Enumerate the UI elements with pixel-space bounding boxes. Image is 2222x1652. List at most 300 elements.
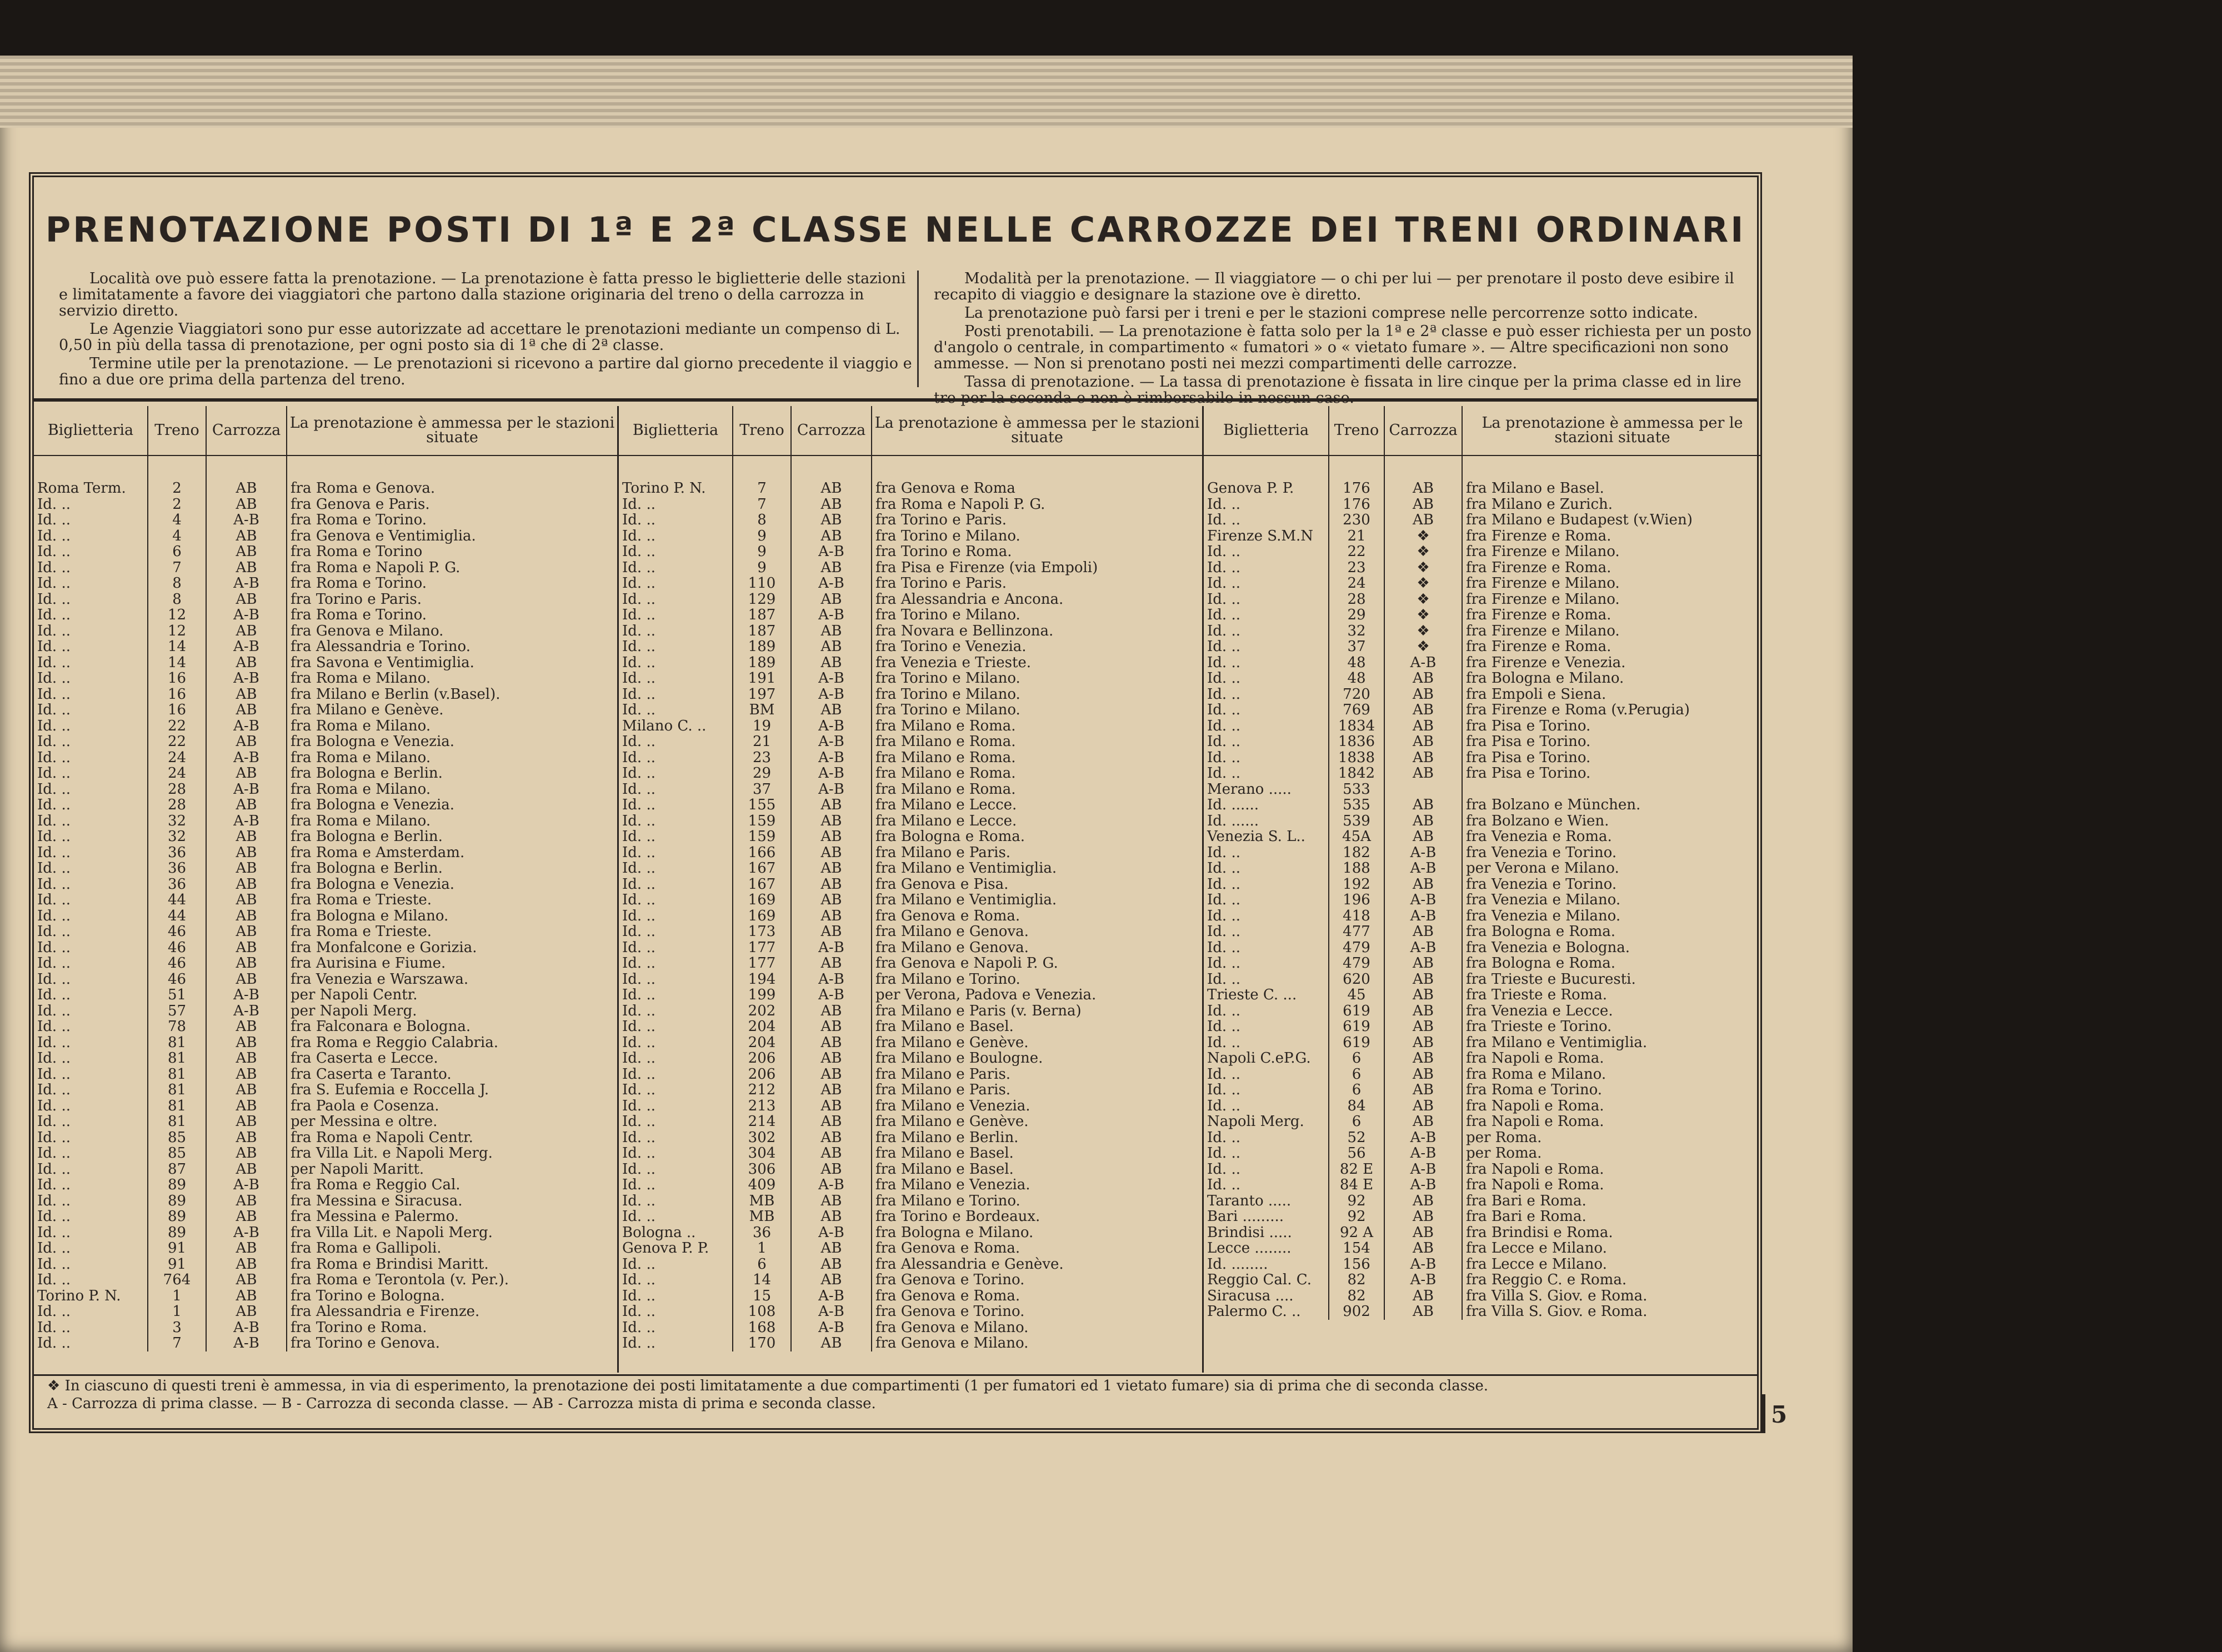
cell-biglietteria: Id. .. <box>1204 544 1329 560</box>
cell-destinazione: fra Genova e Milano. <box>291 622 444 639</box>
cell-treno: 3 <box>148 1320 206 1336</box>
cell-carrozza: AB <box>1384 687 1462 703</box>
cell-destinazione: fra Bolzano e München. <box>1466 797 1641 814</box>
cell-destinazione: per Napoli Centr. <box>291 987 418 1004</box>
cell-biglietteria: Id. .. <box>619 750 733 766</box>
cell-destinazione: fra Roma e Reggio Cal. <box>291 1177 461 1194</box>
cell-treno: 110 <box>733 575 791 592</box>
cell-biglietteria: Id. .. <box>1204 940 1329 956</box>
cell-carrozza: A-B <box>791 1288 872 1304</box>
cell-treno: 51 <box>148 987 206 1003</box>
cell-carrozza: AB <box>206 655 287 671</box>
cell-carrozza: A-B <box>791 1225 872 1241</box>
cell-biglietteria: Palermo C. .. <box>1204 1304 1329 1320</box>
cell-treno: 177 <box>733 940 791 956</box>
cell-destinazione: fra Firenze e Venezia. <box>1466 654 1626 671</box>
cell-biglietteria: Id. .. <box>1204 972 1329 988</box>
cell-carrozza: AB <box>206 1082 287 1098</box>
cell-destinazione: fra Venezia e Warszawa. <box>291 970 469 988</box>
cell-destinazione: fra Milano e Roma. <box>875 765 1016 782</box>
cell-treno: 1836 <box>1329 734 1384 750</box>
cell-biglietteria: Napoli C.eP.G. <box>1204 1050 1329 1067</box>
cell-biglietteria: Bari ......... <box>1204 1209 1329 1225</box>
cell-biglietteria: Id. .. <box>619 592 733 608</box>
cell-destinazione: fra Villa Lit. e Napoli Merg. <box>291 1145 493 1162</box>
cell-biglietteria: Id. .. <box>34 1019 148 1035</box>
cell-destinazione: fra Milano e Ventimiglia. <box>875 860 1057 877</box>
table-row <box>619 528 1202 544</box>
cell-destinazione: fra Torino e Roma. <box>291 1319 427 1336</box>
cell-treno: 155 <box>733 797 791 813</box>
cell-treno: 1838 <box>1329 750 1384 766</box>
table-row <box>34 1335 617 1351</box>
cell-carrozza: AB <box>1384 670 1462 687</box>
cell-destinazione: fra Torino e Genova. <box>291 1335 440 1352</box>
cell-carrozza: A-B <box>1384 1162 1462 1178</box>
cell-destinazione: fra Bolzano e Wien. <box>1466 812 1609 829</box>
cell-biglietteria: Id. .. <box>619 1114 733 1130</box>
cell-destinazione: fra Napoli e Roma. <box>1466 1160 1604 1178</box>
cell-biglietteria: Id. .. <box>619 670 733 687</box>
cell-destinazione: fra Roma e Brindisi Maritt. <box>291 1255 489 1273</box>
cell-carrozza: AB <box>206 455 287 497</box>
cell-biglietteria: Id. .. <box>619 1335 733 1351</box>
table-row <box>619 782 1202 798</box>
cell-carrozza: ❖ <box>1384 560 1462 576</box>
table-row <box>619 940 1202 956</box>
cell-treno: 52 <box>1329 1130 1384 1146</box>
table-row <box>1204 1130 1762 1146</box>
cell-carrozza: AB <box>206 734 287 750</box>
table-row <box>34 924 617 940</box>
cell-biglietteria: Id. .. <box>619 702 733 718</box>
cell-carrozza: AB <box>206 765 287 782</box>
cell-treno: 7 <box>148 560 206 576</box>
cell-biglietteria: Id. .. <box>1204 1177 1329 1193</box>
table-row <box>619 687 1202 703</box>
cell-biglietteria: Id. .. <box>1204 607 1329 623</box>
table-row <box>1204 592 1762 608</box>
cell-carrozza: A-B <box>1384 1130 1462 1146</box>
cell-carrozza: A-B <box>1384 860 1462 877</box>
cell-destinazione: fra Milano e Berlin (v.Basel). <box>291 685 501 703</box>
table-row <box>619 734 1202 750</box>
cell-carrozza: AB <box>791 1162 872 1178</box>
cell-treno: 92 <box>1329 1209 1384 1225</box>
cell-treno: 37 <box>733 782 791 798</box>
cell-treno: 91 <box>148 1256 206 1273</box>
cell-biglietteria: Id. .. <box>619 623 733 639</box>
cell-destinazione: fra Firenze e Roma (v.Perugia) <box>1466 702 1690 719</box>
cell-treno: 6 <box>148 544 206 560</box>
header-carrozza: Carrozza <box>791 406 872 455</box>
cell-biglietteria: Id. ...... <box>1204 797 1329 813</box>
table-row <box>619 1067 1202 1083</box>
cell-carrozza: A-B <box>791 765 872 782</box>
cell-biglietteria: Id. .. <box>1204 1145 1329 1162</box>
cell-biglietteria: Id. .. <box>619 1130 733 1146</box>
cell-biglietteria: Id. .. <box>34 670 148 687</box>
cell-treno: 82 <box>1329 1272 1384 1288</box>
table-row <box>1204 860 1762 877</box>
cell-destinazione: fra Roma e Terontola (v. Per.). <box>291 1271 509 1289</box>
table-row <box>1204 1003 1762 1019</box>
cell-biglietteria: Id. .. <box>619 1177 733 1193</box>
cell-destinazione: fra Roma e Gallipoli. <box>291 1240 442 1257</box>
cell-treno: 477 <box>1329 924 1384 940</box>
cell-treno: 89 <box>148 1177 206 1193</box>
table-row <box>619 702 1202 718</box>
cell-destinazione: fra Roma e Torino. <box>291 607 427 624</box>
page-number-rule <box>1762 1394 1765 1433</box>
cell-carrozza: AB <box>791 528 872 544</box>
cell-destinazione: fra Milano e Roma. <box>875 780 1016 798</box>
cell-carrozza: ❖ <box>1384 575 1462 592</box>
table-row <box>1204 940 1762 956</box>
table-row <box>619 607 1202 623</box>
reservation-table-3 <box>1204 406 1762 1373</box>
table-row <box>619 797 1202 813</box>
cell-carrozza: AB <box>206 1035 287 1051</box>
cell-destinazione: fra Napoli e Roma. <box>1466 1050 1604 1067</box>
cell-treno: 36 <box>148 877 206 893</box>
cell-carrozza: AB <box>791 845 872 861</box>
cell-treno: 24 <box>1329 575 1384 592</box>
cell-carrozza: A-B <box>206 512 287 528</box>
cell-destinazione: fra Torino e Paris. <box>875 512 1007 529</box>
cell-treno: 46 <box>148 955 206 972</box>
timetable-frame <box>29 172 1762 1433</box>
cell-carrozza: AB <box>1384 1035 1462 1051</box>
cell-carrozza: AB <box>791 497 872 513</box>
cell-destinazione: fra Venezia e Lecce. <box>1466 1002 1613 1019</box>
cell-treno: 91 <box>148 1240 206 1256</box>
cell-biglietteria: Trieste C. ... <box>1204 987 1329 1003</box>
cell-carrozza: AB <box>206 1019 287 1035</box>
cell-treno: 9 <box>733 544 791 560</box>
cell-carrozza: A-B <box>791 972 872 988</box>
table-row <box>1204 1098 1762 1114</box>
cell-biglietteria: Siracusa .... <box>1204 1288 1329 1304</box>
cell-carrozza: AB <box>206 892 287 908</box>
cell-destinazione: fra Firenze e Roma. <box>1466 638 1612 655</box>
table-row <box>34 782 617 798</box>
cell-carrozza: AB <box>206 560 287 576</box>
cell-destinazione: fra Milano e Venezia. <box>875 1097 1030 1114</box>
cell-destinazione: per Messina e oltre. <box>291 1113 438 1130</box>
cell-destinazione: fra Trieste e Roma. <box>1466 987 1608 1004</box>
cell-treno: 189 <box>733 639 791 655</box>
cell-biglietteria: Id. .. <box>34 1304 148 1320</box>
cell-destinazione: fra Genova e Napoli P. G. <box>875 955 1058 972</box>
cell-biglietteria: Id. .. <box>34 1193 148 1209</box>
cell-carrozza: AB <box>791 1082 872 1098</box>
table-row <box>1204 512 1762 528</box>
cell-treno: 16 <box>148 670 206 687</box>
cell-carrozza: A-B <box>206 1320 287 1336</box>
cell-carrozza: A-B <box>206 607 287 623</box>
cell-destinazione: fra Messina e Siracusa. <box>291 1192 463 1209</box>
cell-treno: 533 <box>1329 782 1384 798</box>
cell-treno: 418 <box>1329 908 1384 924</box>
cell-treno: 48 <box>1329 655 1384 671</box>
cell-treno: 22 <box>148 718 206 734</box>
cell-biglietteria: Id. .. <box>34 829 148 845</box>
reservation-table-1 <box>34 406 619 1373</box>
cell-treno: 36 <box>148 845 206 861</box>
cell-carrozza: AB <box>791 1067 872 1083</box>
header-ammessa: La prenotazione è ammessa per le stazioni situate <box>1462 406 1762 455</box>
cell-biglietteria: Id. .. <box>1204 1019 1329 1035</box>
table-row <box>1204 908 1762 924</box>
cell-carrozza: AB <box>206 1050 287 1067</box>
cell-biglietteria: Id. .. <box>1204 1067 1329 1083</box>
cell-biglietteria: Taranto ..... <box>1204 1193 1329 1209</box>
cell-treno: 16 <box>148 687 206 703</box>
cell-biglietteria: Id. .. <box>619 544 733 560</box>
cell-carrozza: AB <box>791 1019 872 1035</box>
cell-carrozza: AB <box>791 1335 872 1351</box>
table-row <box>1204 687 1762 703</box>
cell-carrozza: A-B <box>1384 1177 1462 1193</box>
cell-biglietteria: Id. .. <box>1204 497 1329 513</box>
cell-treno: 6 <box>1329 1114 1384 1130</box>
cell-biglietteria: Id. .. <box>619 1193 733 1209</box>
cell-biglietteria: Id. .. <box>619 782 733 798</box>
intro-paragraph: Posti prenotabili. — La prenotazione è fatta solo per la 1ª e 2ª classe e può esser richiesta per un posto d'angolo o centrale, in compartimento « fumatori » o « vietato fumare ». — Altre specificazioni non sono ammesse. — Non si prenotano posti nei mezzi compartimenti delle carrozze. <box>934 323 1751 372</box>
table-row <box>619 1209 1202 1225</box>
cell-biglietteria: Id. .. <box>1204 512 1329 528</box>
table-row <box>34 560 617 576</box>
cell-carrozza: AB <box>206 1240 287 1256</box>
cell-carrozza: AB <box>791 623 872 639</box>
table-row <box>1204 623 1762 639</box>
cell-treno: 1 <box>148 1288 206 1304</box>
cell-treno: 32 <box>148 829 206 845</box>
table-row <box>1204 750 1762 766</box>
cell-biglietteria: Id. .. <box>34 972 148 988</box>
cell-treno: 306 <box>733 1162 791 1178</box>
table-row <box>1204 718 1762 734</box>
cell-treno: 170 <box>733 1335 791 1351</box>
cell-destinazione: fra Firenze e Milano. <box>1466 543 1620 560</box>
cell-carrozza: AB <box>1384 702 1462 718</box>
cell-destinazione: fra Genova e Roma. <box>875 1240 1020 1257</box>
cell-carrozza: AB <box>206 623 287 639</box>
cell-treno: 168 <box>733 1320 791 1336</box>
cell-carrozza: AB <box>1384 877 1462 893</box>
cell-treno: 89 <box>148 1193 206 1209</box>
cell-carrozza: A-B <box>1384 655 1462 671</box>
table-row <box>34 592 617 608</box>
table-row <box>619 750 1202 766</box>
reservation-table-2 <box>619 406 1204 1373</box>
table-row <box>619 639 1202 655</box>
cell-carrozza: AB <box>791 1114 872 1130</box>
cell-treno: 173 <box>733 924 791 940</box>
cell-biglietteria: Id. .. <box>1204 750 1329 766</box>
cell-treno: 46 <box>148 972 206 988</box>
cell-destinazione: fra Torino e Paris. <box>875 575 1007 592</box>
cell-carrozza: AB <box>206 829 287 845</box>
cell-biglietteria: Id. .. <box>619 1162 733 1178</box>
cell-carrozza: AB <box>791 1003 872 1019</box>
cell-destinazione: fra Roma e Milano. <box>291 670 431 687</box>
cell-treno: 479 <box>1329 955 1384 972</box>
cell-biglietteria: Id. .. <box>1204 1035 1329 1051</box>
cell-carrozza: A-B <box>206 813 287 829</box>
cell-treno: 16 <box>148 702 206 718</box>
table-row <box>34 860 617 877</box>
cell-biglietteria: Id. .. <box>619 497 733 513</box>
cell-treno: 82 <box>1329 1288 1384 1304</box>
cell-carrozza: AB <box>1384 750 1462 766</box>
cell-biglietteria: Id. .. <box>619 1256 733 1273</box>
cell-carrozza: AB <box>1384 718 1462 734</box>
cell-carrozza: A-B <box>206 782 287 798</box>
cell-destinazione: fra Bologna e Venezia. <box>291 797 455 814</box>
cell-treno: 409 <box>733 1177 791 1193</box>
cell-destinazione: fra Roma e Napoli P. G. <box>875 495 1045 513</box>
cell-destinazione: per Napoli Merg. <box>291 1002 417 1019</box>
cell-destinazione: fra Torino e Milano. <box>875 527 1020 544</box>
cell-carrozza: ❖ <box>1384 544 1462 560</box>
table-row <box>619 1335 1202 1351</box>
cell-treno: 89 <box>148 1225 206 1241</box>
cell-treno: 169 <box>733 908 791 924</box>
cell-treno: 45 <box>1329 987 1384 1003</box>
table-row <box>619 623 1202 639</box>
cell-treno: 194 <box>733 972 791 988</box>
table-row <box>34 1240 617 1256</box>
cell-treno: 156 <box>1329 1256 1384 1273</box>
cell-biglietteria: Id. .. <box>1204 560 1329 576</box>
cell-carrozza <box>1384 782 1462 798</box>
cell-treno: 619 <box>1329 1003 1384 1019</box>
cell-treno: 48 <box>1329 670 1384 687</box>
table-row <box>619 1256 1202 1273</box>
table-row <box>619 575 1202 592</box>
cell-carrozza: A-B <box>1384 892 1462 908</box>
cell-carrozza: ❖ <box>1384 623 1462 639</box>
cell-biglietteria: Id. .. <box>34 528 148 544</box>
cell-biglietteria: Id. .. <box>34 924 148 940</box>
cell-destinazione: fra Genova e Roma. <box>875 1287 1020 1304</box>
cell-destinazione: fra Roma e Trieste. <box>291 923 432 940</box>
cell-biglietteria: Id. .. <box>34 1335 148 1351</box>
cell-destinazione: fra Bologna e Roma. <box>1466 923 1616 940</box>
cell-treno: 192 <box>1329 877 1384 893</box>
cell-biglietteria: Id. .. <box>34 575 148 592</box>
table-row <box>619 544 1202 560</box>
cell-destinazione: fra Milano e Roma. <box>875 733 1016 750</box>
table-row <box>34 1098 617 1114</box>
cell-carrozza: AB <box>1384 955 1462 972</box>
footnote-experiment: ❖ In ciascuno di questi treni è ammessa, in via di esperimento, la prenotazione dei posti limitatamente a due compartimenti (1 per fumatori ed 1 vietato fumare) sia di prima che di seconda classe. <box>47 1378 1489 1394</box>
cell-biglietteria: Id. .. <box>34 1272 148 1288</box>
cell-biglietteria: Merano ..... <box>1204 782 1329 798</box>
cell-carrozza: A-B <box>791 575 872 592</box>
cell-treno: 19 <box>733 718 791 734</box>
cell-destinazione: fra Milano e Venezia. <box>875 1177 1030 1194</box>
cell-treno: 23 <box>1329 560 1384 576</box>
cell-destinazione: fra Alessandria e Ancona. <box>875 590 1064 608</box>
cell-destinazione: fra Torino e Milano. <box>875 685 1020 703</box>
cell-destinazione: fra Genova e Roma. <box>875 907 1020 924</box>
cell-carrozza: AB <box>206 955 287 972</box>
cell-biglietteria: Id. .. <box>34 702 148 718</box>
cell-treno: 619 <box>1329 1035 1384 1051</box>
cell-treno: 204 <box>733 1019 791 1035</box>
cell-destinazione: fra Empoli e Siena. <box>1466 685 1607 703</box>
table-row <box>1204 1177 1762 1193</box>
cell-biglietteria: Id. .. <box>1204 1130 1329 1146</box>
cell-carrozza: AB <box>1384 1288 1462 1304</box>
table-row <box>619 1304 1202 1320</box>
cell-destinazione: fra Venezia e Bologna. <box>1466 939 1630 956</box>
table-row <box>1204 1209 1762 1225</box>
header-ammessa: La prenotazione è ammessa per le stazioni situate <box>287 406 617 455</box>
cell-treno: 14 <box>148 655 206 671</box>
table-row <box>1204 1162 1762 1178</box>
cell-destinazione: fra Villa S. Giov. e Roma. <box>1466 1287 1648 1304</box>
cell-biglietteria: Lecce ........ <box>1204 1240 1329 1256</box>
cell-treno: 36 <box>148 860 206 877</box>
table-row <box>619 670 1202 687</box>
cell-carrozza: AB <box>791 1035 872 1051</box>
cell-destinazione: fra Venezia e Milano. <box>1466 907 1621 924</box>
intro-paragraph: Località ove può essere fatta la prenotazione. — La prenotazione è fatta presso le biglietterie delle stazioni e limitatamente a favore dei viaggiatori che partono dalla stazione originaria del treno o della carrozza in servizio diretto. <box>59 270 906 319</box>
cell-biglietteria: Id. .. <box>34 544 148 560</box>
cell-treno: 7 <box>733 497 791 513</box>
cell-treno: 108 <box>733 1304 791 1320</box>
cell-destinazione: fra Savona e Ventimiglia. <box>291 654 474 671</box>
table-row <box>34 512 617 528</box>
cell-destinazione: fra Milano e Boulogne. <box>875 1050 1043 1067</box>
table-row <box>34 1288 617 1304</box>
cell-destinazione: fra Genova e Roma <box>875 480 1015 497</box>
cell-biglietteria: Id. .. <box>34 1003 148 1019</box>
cell-destinazione: fra Genova e Pisa. <box>875 875 1009 893</box>
cell-biglietteria: Id. .. <box>1204 734 1329 750</box>
cell-treno: 81 <box>148 1035 206 1051</box>
cell-carrozza: A-B <box>1384 1145 1462 1162</box>
cell-biglietteria: Id. .. <box>1204 1003 1329 1019</box>
table-row <box>619 512 1202 528</box>
cell-treno: 169 <box>733 892 791 908</box>
table-row <box>34 1114 617 1130</box>
table-row <box>34 1082 617 1098</box>
cell-biglietteria: Id. .. <box>619 972 733 988</box>
cell-carrozza: AB <box>791 1130 872 1146</box>
table-row <box>1204 1050 1762 1067</box>
header-treno: Treno <box>1329 406 1384 455</box>
cell-treno: 44 <box>148 892 206 908</box>
table-row <box>619 1240 1202 1256</box>
cell-destinazione: fra Monfalcone e Gorizia. <box>291 939 477 956</box>
intro-right <box>934 271 1761 408</box>
cell-biglietteria: Id. .. <box>34 1114 148 1130</box>
cell-carrozza: AB <box>791 512 872 528</box>
cell-destinazione: fra Bologna e Berlin. <box>291 828 443 845</box>
table-row <box>1204 1256 1762 1273</box>
cell-biglietteria: Id. .. <box>619 528 733 544</box>
table-row <box>34 1304 617 1320</box>
cell-treno: 22 <box>148 734 206 750</box>
table-row <box>1204 765 1762 782</box>
cell-carrozza: AB <box>1384 734 1462 750</box>
cell-destinazione: per Verona, Padova e Venezia. <box>875 987 1097 1004</box>
